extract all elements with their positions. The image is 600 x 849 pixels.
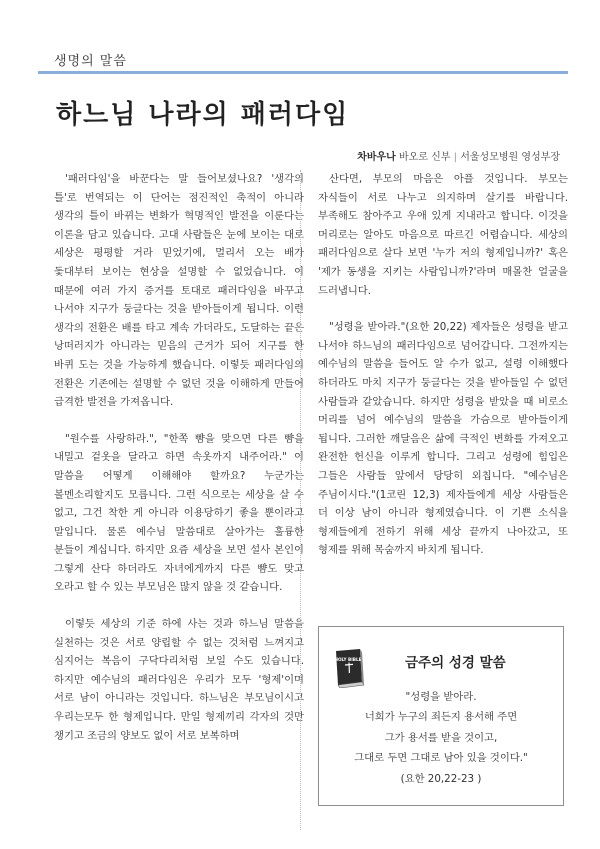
author-role: 바오로 신부	[398, 152, 451, 163]
bible-icon	[332, 646, 368, 688]
page-title: 하느님 나라의 패러다임	[56, 100, 350, 130]
author-affiliation: 서울성모병원 영성부장	[460, 152, 560, 163]
paragraph: 이렇듯 세상의 기준 하에 사는 것과 하느님 말씀을 실천하는 것은 서로 양립할 수 없는 것처럼 느껴지고 심지어는 복음이 구닥다리처럼 보일 수도 있습니다. 하지만 예수님의 패러다임은 우리가 모두 '형제'이며 서로 남이 아니라는 것입니다. 하느님은 부모님이시고 우리는모두 한 형제입니다. 만일 형제끼리 각자의 것만 챙기고 조금의 양보도 없이 서로 보복하며	[54, 618, 304, 742]
paragraph: 산다면, 부모의 마음은 아플 것입니다. 부모는 자식들이 서로 나누고 의지하며 살기를 바랍니다. 부족해도 참아주고 우애 있게 지내라고 합니다. 이것을 머리로는 알아도 마음으로 따르긴 어렵습니다. 세상의 패러다임으로 살다 보면 '누가 저의 형제입니까?' 혹은 '제가 동생을 지키는 사람입니까?'라며 매몰찬 얼굴을 드러냅니다.	[318, 173, 568, 297]
byline-separator: |	[453, 152, 458, 163]
verse-title: 금주의 성경 말씀	[405, 655, 506, 671]
paragraph: "원수를 사랑하라.", "한쪽 뺨을 맞으면 다른 뺨을 내밀고 겉옷을 달라고 하면 속옷까지 내주어라." 이 말씀을 어떻게 이해해야 할까요? 누군가는 볼멘소리할지도 모릅니다. 그런 식으로는 세상을 살 수 없고, 그건 착한 게 아니라 이용당하기 좋을 뿐이라고 말입니다. 물론 예수님 말씀대로 살아가는 훌륭한 분들이 계십니다. 하지만 요즘 세상을 보면 설사 본인이 그렇게 산다 하더라도 자녀에게까지 다른 뺨도 맞고 오라고 할 수 있는 부모님은 많지 않을 것 같습니다.	[54, 432, 304, 594]
left-column	[54, 170, 304, 830]
paragraph: "성령을 받아라."(요한 20,22) 제자들은 성령을 받고 나서야 하느님의 패러다임으로 넘어갑니다. 그전까지는 예수님의 말씀을 들어도 알 수가 없고, 설령 이해했다 하더라도 마치 지구가 둥글다는 것을 받아들일 수 없던 사람들과 같았습니다. 하지만 성령을 받았을 때 비로소 머리를 넘어 예수님의 말씀을 가슴으로 받아들이게 됩니다. 그러한 깨달음은 삶에 극적인 변화를 가져오고 완전한 헌신을 이루게 합니다. 그리고 성령에 힘입은 그들은 사람들 앞에서 당당히 외칩니다. "예수님은 주님이시다."(1코린 12,3) 제자들에게 세상 사람들은 더 이상 남이 아니라 형제였습니다. 이 기쁜 소식을 형제들에게 전하기 위해 세상 끝까지 나아갔고, 또 형제를 위해 목숨까지 바치게 됩니다.	[318, 321, 568, 557]
verse-line: "성령을 받아라.	[405, 691, 477, 703]
header-rule	[38, 71, 568, 74]
right-column	[318, 170, 568, 560]
author-name: 차바우나	[357, 152, 396, 163]
verse-line: 너희가 누구의 죄든지 용서해 주면	[364, 711, 518, 724]
verse-reference: (요한 20,22-23 )	[400, 772, 482, 785]
verse-box	[318, 626, 564, 806]
column-divider	[300, 170, 301, 830]
verse-text	[319, 687, 563, 789]
bible-icon-text: HOLY BIBLE	[334, 657, 362, 662]
verse-line: 그가 용서를 받을 것이고,	[384, 731, 498, 744]
verse-line: 그대로 두면 그대로 남아 있을 것이다."	[354, 752, 528, 765]
section-label: 생명의 말씀	[54, 54, 127, 69]
paragraph: '패러다임'을 바꾼다는 말 들어보셨나요? '생각의 틀'로 번역되는 이 단어는 점진적인 축적이 아니라 생각의 틀이 바뀌는 변화가 혁명적인 발전을 이룬다는 이론을 담고 있습니다. 고대 사람들은 눈에 보이는 대로 세상은 평평할 거라 믿었기에, 멀리서 오는 배가 돛대부터 보이는 현상을 설명할 수 없었습니다. 이 때문에 여러 가지 증거를 토대로 패러다임을 바꾸고 나서야 지구가 둥글다는 것을 받아들이게 됩니다. 이런 생각의 전환은 배를 타고 계속 가더라도, 도달하는 끝은 낭떠러지가 아니라는 믿음의 근거가 되어 지구를 한 바퀴 도는 것을 가능하게 했습니다. 이렇듯 패러다임의 전환은 기존에는 설명할 수 없던 것을 이해하게 만들어 급격한 발전을 가져옵니다.	[54, 173, 304, 409]
byline	[357, 148, 560, 163]
